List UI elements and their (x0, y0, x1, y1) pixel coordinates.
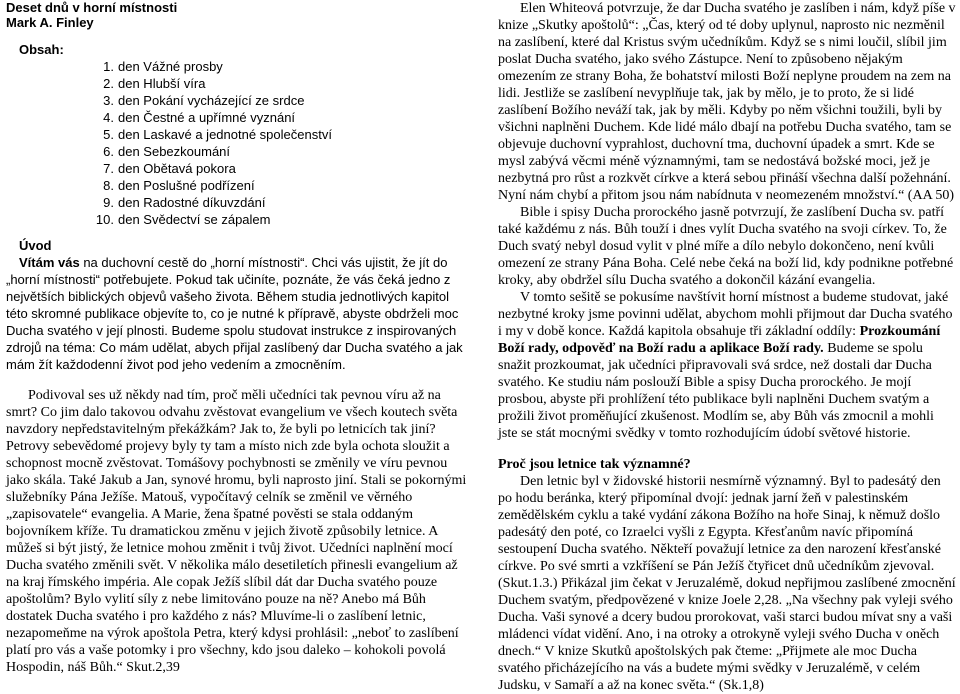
document-title: Deset dnů v horní místnosti (6, 0, 178, 15)
toc-heading: Obsah: (19, 42, 64, 57)
study-sections-bold: Prozkoumání Boží rady, odpověď na Boží radu a aplikace Boží rady. (498, 324, 941, 356)
toc-item: 8. den Poslušné podřízení (103, 178, 255, 193)
left-paragraph: Podivoval ses už někdy nad tím, proč měli učedníci tak pevnou víru až na smrt? Co jim dalo takovou odvahu zvěstovat evangelium ve všech koutech světa navzdory nepředstavitelným překážkám? Jak to, že byli po letnicích tak jiní? Petrovy sebevědomé projevy byly ty tam a místo nich zde byla ochota sloužit a schopnost mocně zvěstovat. Tomášovy pochybnosti se změnily ve víru pevnou jako skála. Také Jakub a Jan, synové hromu, byli naprosto jiní. Stali se pokornými služebníky Pána Ježíše. Matouš, vypočítavý celník se změnil ve věrného „zapisovatele“ evangelia. A Marie, žena špatné pověsti se stala oddaným bojovníkem kříže. Tu dramatickou změnu v jejich životě způsobily letnice. A můžeš si být jistý, že letnice mohou změnit i tvůj život. Učedníci naplnění mocí Ducha svatého změnili svět. V několika málo desetiletích přinesli evangelium až na kraj římského impéria. Ale copak Ježíš slíbil dát dar Ducha svatého pouze apoštolům? Bylo vylití síly z nebe limitováno pouze na ně? Anebo má Bůh dostatek Ducha svatého i pro každého z nás? Mluvíme-li o zaslíbení letnic, nezapomeňme na výrok apoštola Petra, který kdysi prohlásil: „neboť to zaslíbení platí pro vás a vaše potomky i pro všechny, kdo jsou daleko – kohokoli povolá Hospodin, náš Bůh.“ Skut.2,39 (6, 388, 467, 675)
right-column (498, 0, 956, 694)
intro-heading: Úvod (19, 238, 52, 253)
quote-paragraph: Elen Whiteová potvrzuje, že dar Ducha svatého je zaslíben i nám, když píše v knize „Skutky apoštolů“: „Čas, který od té doby uplynul, naprosto nic nezměnil na zaslíbení, které dal Kristus svým učedníkům. Když se s nimi loučil, slíbil jim poslat Ducha svatého, jako svého Zástupce. Není to způsobeno nějakým omezením ze strany Boha, že bohatství milosti Boží neplyne proudem na zem na lidi. Jestliže se zaslíbení nevyplňuje tak, jak by mělo, je to proto, že si lidé zaslíbení Božího neváží tak, jak by měli. Kdyby po něm všichni toužili, byli by všichni naplněni Duchem. Kde lidé málo dbají na potřebu Ducha svatého, tam se objevuje duchovní vyprahlost, duchovní tma, duchovní úpadek a smrt. Kde se mysl zabývá věcmi méně významnými, tam se nedostává božské moci, jež je nezbytná pro růst a rozkvět církve a která sebou přináší všechna další požehnání. Nyní nám chybí a přitom jsou nám nabídnuta v neomezeném množství.“ (AA 50) (498, 1, 956, 203)
toc-item: 9. den Radostné díkuvzdání (103, 195, 266, 210)
toc-item: 1. den Vážné prosby (103, 59, 223, 74)
toc-item: 7. den Obětavá pokora (103, 161, 236, 176)
study-paragraph: V tomto sešitě se pokusíme navštívit horní místnost a budeme studovat, jaké nezbytné kroky jsme povinni udělat, abychom mohli přijmout dar Ducha svatého i my v době konce. Každá kapitola obsahuje tři základní oddíly: Prozkoumání Boží rady, odpověď na Boží radu a aplikace Boží rady. Budeme se spolu snažit prozkoumat, jak učedníci připravovali svá srdce, než dostali dar Ducha svatého. Ke studiu nám poslouží Bible a spisy Ducha prorockého. Je mojí prosbou, abyste při prohlížení této publikace byli naplněni Duchem svatým a prožili život proměňující zkušenost. Modlím se, aby Bůh vás zmocnil a mohli jste se stát mocnými svědky v tomto rozhodujícím údobí světové historie. (498, 290, 953, 441)
table-of-contents (6, 42, 468, 228)
pentecost-paragraph: Den letnic byl v židovské historii nesmírně významný. Byl to padesátý den po hodu beránka, který připomínal dvojí: jednak jarní žeň v palestinském zemědělském cyklu a také vydání zákona Božího na hoře Sinaj, k němuž došlo padesátý den poté, co Izraelci vyšli z Egypta. Křesťanům navíc připomíná sestoupení Ducha svatého. Někteří považují letnice za den narození křesťanské církve. Po své smrti a vzkříšení se Pán Ježíš čtyřicet dnů učedníkům zjevoval. (Skut.1.3.) Přikázal jim čekat v Jeruzalémě, dokud nepřijmou zaslíbené zmocnění Duchem svatým, předpovězené v knize Joele 2,28. „Na všechny pak vyleji svého Ducha. Vaši synové a dcery budou prorokovat, vaši starci budou mívat sny a vaši mládenci vídat vidění. Ano, i na otroky a otrokyně vyleji svého Ducha v oněch dnech.“ V knize Skutků apoštolských pak čteme: „Přijmete ale moc Ducha svatého přicházejícího na vás a budete mými svědky v Jeruzalémě, v celém Judsku, v Samaří a až na konec světa.“ (Sk.1,8) (498, 474, 956, 693)
left-column (6, 0, 468, 676)
document-author: Mark A. Finley (6, 15, 94, 30)
toc-list (6, 42, 468, 228)
toc-item: 3. den Pokání vycházející ze srdce (103, 93, 305, 108)
toc-item: 2. den Hlubší víra (103, 76, 206, 91)
intro-text: na duchovní cestě do „horní místnosti“. Chci vás ujistit, že jít do „horní místnosti“ potřebujete. Pokud tak učiníte, poznáte, že vás čeká jedno z největších biblických objevů vašeho života. Během studia jednotlivých kapitol této skromné publikace objevíte to, co je nutné k přípravě, abyste obdrželi moc Ducha svatého v její plnosti. Budeme spolu studovat instrukce z inspirovaných zdrojů na téma: Co mám udělat, abych přijal zaslíbený dar Ducha svatého a jak mám žít každodenní život pod jeho vedením a zmocněním. (6, 255, 463, 372)
intro-welcome: Vítám vás (19, 255, 80, 270)
intro-paragraph (6, 254, 468, 373)
bible-paragraph: Bible i spisy Ducha prorockého jasně potvrzují, že zaslíbení Ducha sv. patří také každému z nás. Bůh touží i dnes vylít Ducha svatého na svoji církev. To, že Duch svatý nebyl dosud vylit v plné míře a dílo nebylo dokončeno, není kvůli omezení ze strany Pána Boha. Celé nebe čeká na boží lid, kdy podnikne potřebné kroky, aby obdržel sílu Ducha svatého a dokončil kázání evangelia. (498, 205, 954, 288)
pentecost-heading: Proč jsou letnice tak významné? (498, 457, 691, 472)
toc-item: 5. den Laskavé a jednotné společenství (103, 127, 332, 142)
toc-item: 4. den Čestné a upřímné vyznání (103, 110, 296, 125)
toc-item: 6. den Sebezkoumání (103, 144, 231, 159)
toc-item: 10. den Svědectví se zápalem (95, 212, 271, 227)
